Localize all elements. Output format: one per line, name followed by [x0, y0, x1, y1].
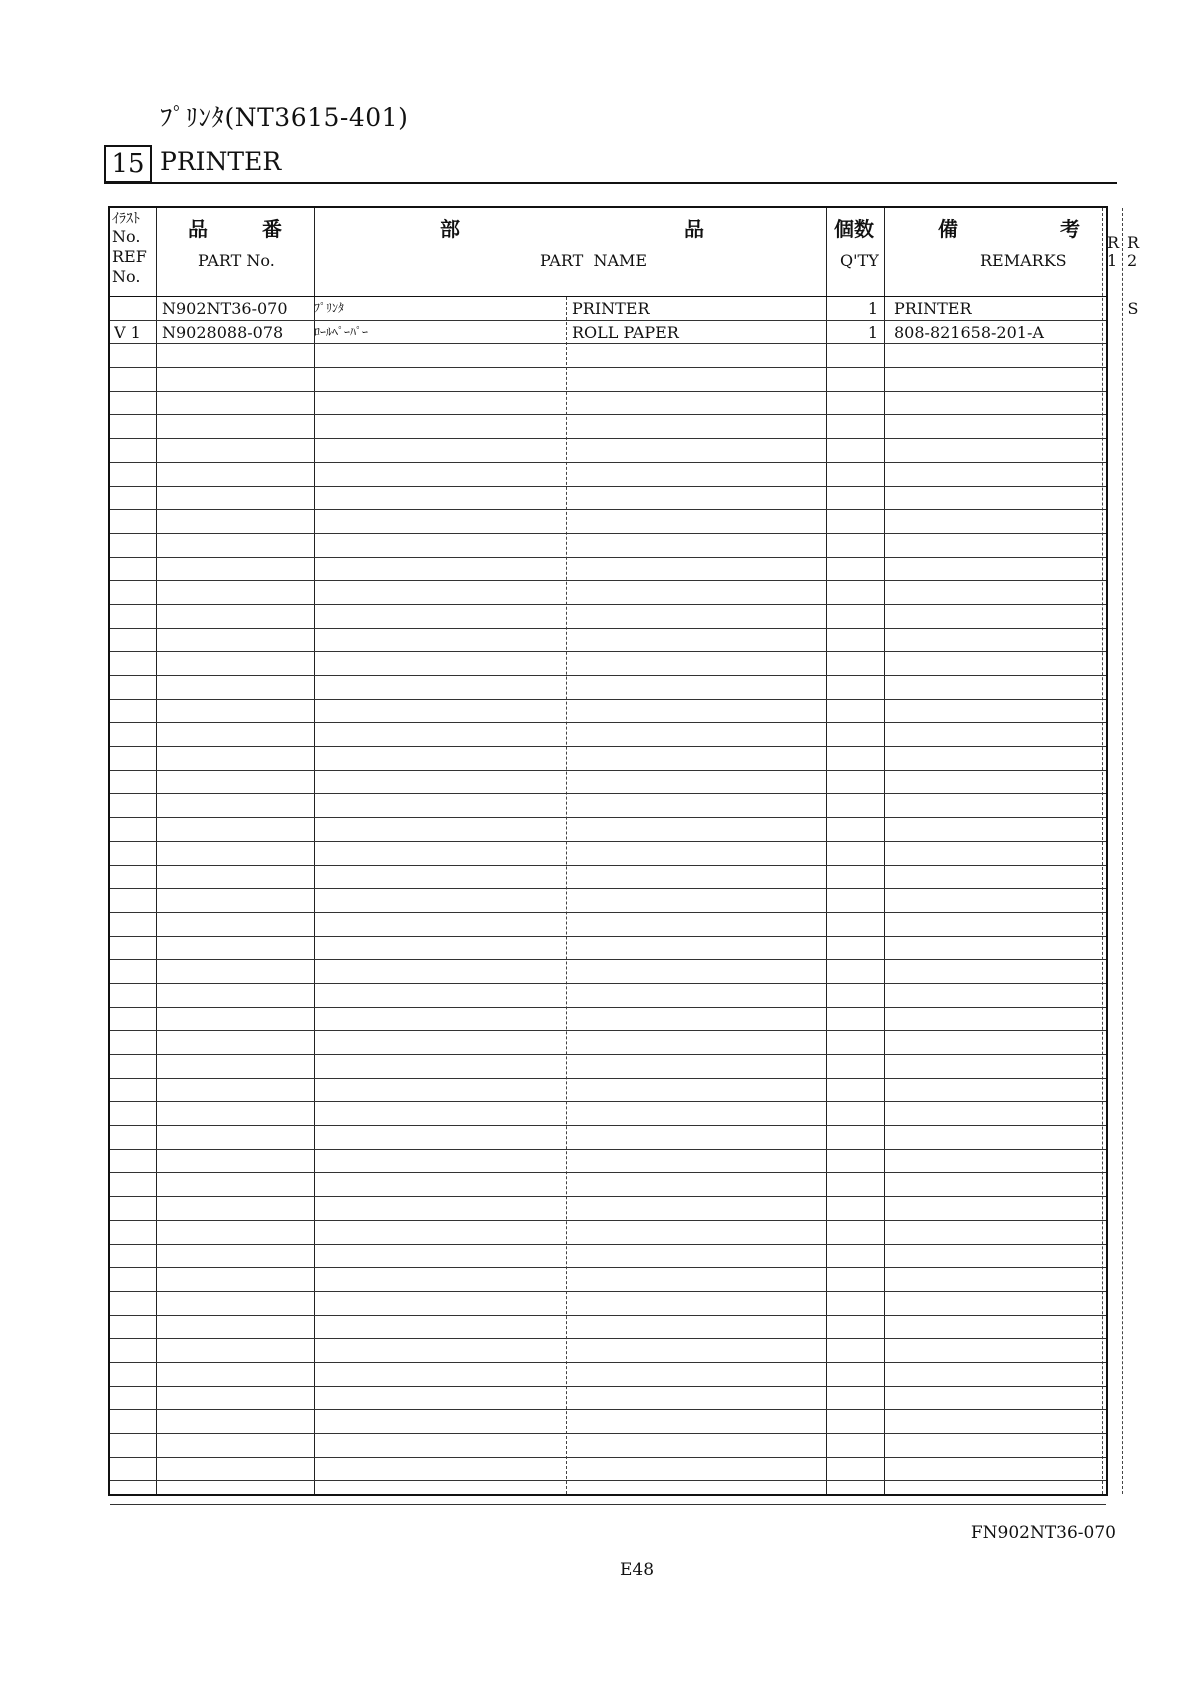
name-jp-cell: ﾌﾟﾘﾝﾀ [314, 301, 345, 315]
ref-cell: V 1 [114, 322, 141, 342]
header-r2-bottom: 2 [1127, 251, 1138, 270]
header-qty: Q'TY [840, 251, 879, 270]
empty-row [110, 652, 1106, 676]
empty-row [110, 1292, 1106, 1316]
section-title: PRINTER [160, 147, 282, 176]
page-number: E48 [620, 1560, 655, 1580]
empty-row [110, 487, 1106, 511]
empty-row [110, 463, 1106, 487]
empty-row [110, 1410, 1106, 1434]
header-ref-no2: No. [112, 267, 141, 286]
header-remarks: REMARKS [980, 251, 1067, 270]
header-remarks-jp-2: 考 [1060, 217, 1080, 241]
header-name-jp-2: 品 [684, 217, 704, 241]
empty-row [110, 1363, 1106, 1387]
qty-cell: 1 [867, 299, 878, 318]
ref-cell [114, 297, 154, 320]
empty-row [110, 747, 1106, 771]
empty-row [110, 984, 1106, 1008]
document-code: FN902NT36-070 [970, 1523, 1116, 1543]
empty-row [110, 510, 1106, 534]
empty-row [110, 605, 1106, 629]
empty-row [110, 818, 1106, 842]
table-row [110, 321, 1106, 345]
header-part-jp-2: 番 [262, 217, 282, 241]
empty-row [110, 842, 1106, 866]
name-en-cell: PRINTER [572, 299, 650, 318]
empty-row [110, 866, 1106, 890]
empty-row [110, 937, 1106, 961]
empty-row [110, 1173, 1106, 1197]
empty-row [110, 794, 1106, 818]
empty-row [110, 392, 1106, 416]
r2-cell [1122, 321, 1144, 344]
empty-row [110, 1008, 1106, 1032]
empty-row [110, 1055, 1106, 1079]
empty-row [110, 771, 1106, 795]
parts-table [108, 206, 1140, 1496]
header-name-jp-1: 部 [440, 217, 460, 241]
name-en-cell: ROLL PAPER [572, 322, 679, 342]
remarks-cell: PRINTER [894, 299, 972, 318]
header-ref-no: No. [112, 227, 141, 246]
r1-cell [1102, 321, 1122, 344]
empty-row [110, 558, 1106, 582]
empty-row [110, 700, 1106, 724]
empty-row [110, 1339, 1106, 1363]
empty-row [110, 1079, 1106, 1103]
header-part-no: PART No. [198, 251, 275, 270]
empty-row [110, 581, 1106, 605]
empty-row [110, 889, 1106, 913]
header-r1-bottom: 1 [1107, 251, 1118, 270]
empty-row [110, 368, 1106, 392]
r2-cell: S [1127, 299, 1139, 318]
empty-row [110, 344, 1106, 368]
empty-row [110, 1458, 1106, 1482]
empty-row [110, 1031, 1106, 1055]
header-ref-jp: ｲﾗｽﾄ [112, 211, 140, 227]
empty-row [110, 1197, 1106, 1221]
empty-row [110, 1221, 1106, 1245]
empty-row [110, 1316, 1106, 1340]
qty-cell: 1 [867, 322, 878, 342]
title-divider [104, 182, 1117, 184]
empty-row [110, 1126, 1106, 1150]
part-no-cell: N9028088-078 [162, 322, 284, 342]
header-remarks-jp-1: 備 [938, 217, 958, 241]
header-ref-ref: REF [112, 247, 147, 266]
header-part-jp-1: 品 [188, 217, 208, 241]
empty-row [110, 1434, 1106, 1458]
section-number: 15 [104, 145, 152, 183]
empty-row [110, 1102, 1106, 1126]
empty-row [110, 534, 1106, 558]
empty-row [110, 1245, 1106, 1269]
empty-row [110, 415, 1106, 439]
header-r2-top: R [1127, 233, 1140, 252]
empty-row [110, 960, 1106, 984]
header-qty-jp: 個数 [834, 217, 874, 241]
empty-row [110, 1481, 1106, 1505]
r1-cell [1102, 297, 1122, 320]
header-r1-top: R [1107, 233, 1120, 252]
part-no-cell: N902NT36-070 [162, 299, 288, 318]
empty-row [110, 1150, 1106, 1174]
table-body [110, 297, 1139, 1494]
japanese-title: ﾌﾟﾘﾝﾀ(NT3615-401) [160, 103, 409, 132]
empty-row [110, 723, 1106, 747]
empty-row [110, 676, 1106, 700]
empty-row [110, 1268, 1106, 1292]
empty-row [110, 913, 1106, 937]
empty-row [110, 629, 1106, 653]
empty-row [110, 439, 1106, 463]
empty-row [110, 1387, 1106, 1411]
column-divider [1122, 208, 1123, 1494]
header-part-name: PART NAME [540, 251, 648, 270]
name-jp-cell: ﾛｰﾙﾍﾟｰﾊﾟｰ [314, 324, 369, 339]
remarks-cell: 808-821658-201-A [894, 322, 1044, 342]
table-row [110, 297, 1139, 321]
